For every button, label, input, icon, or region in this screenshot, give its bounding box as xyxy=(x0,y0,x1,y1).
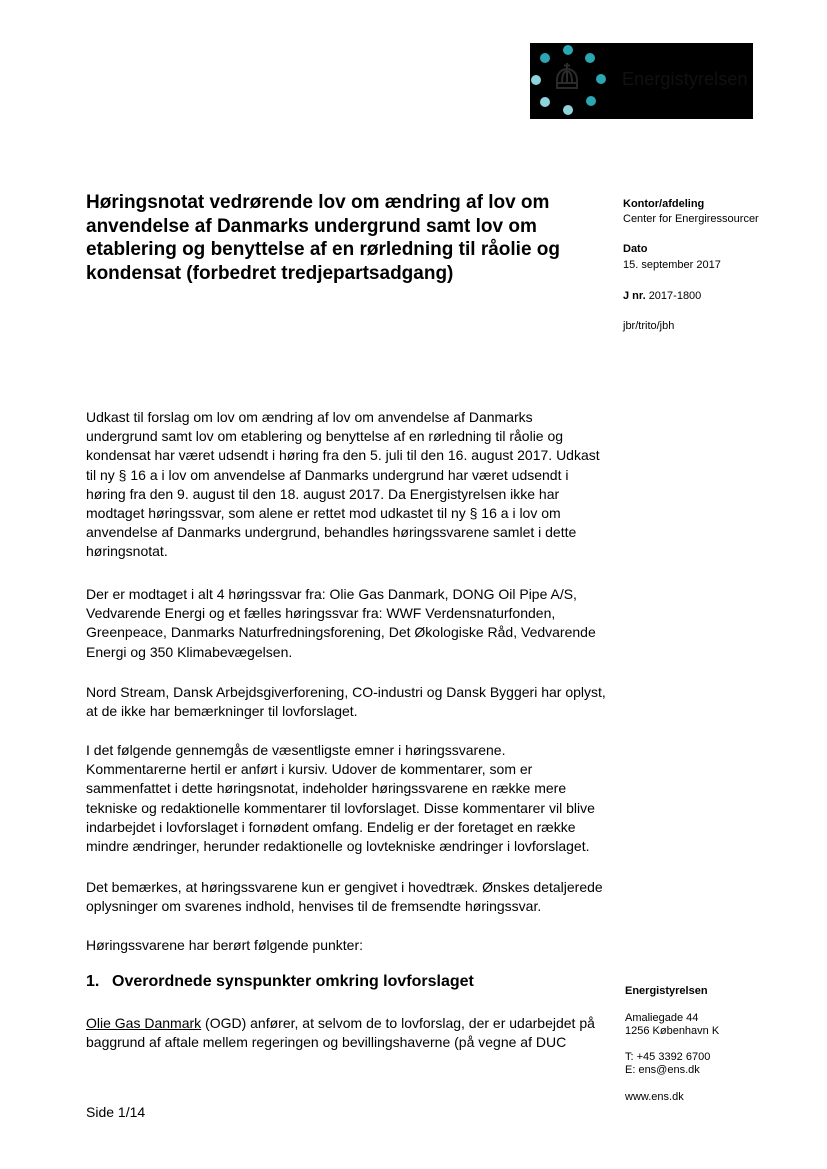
section-title: Overordnede synspunkter omkring lovforslaget xyxy=(112,973,474,990)
contact-org: Energistyrelsen xyxy=(625,985,708,997)
paragraph-respondents: Der er modtaget i alt 4 høringssvar fra: Olie Gas Danmark, DONG Oil Pipe A/S, Vedvarende Energi og et fælles høringssvar fra: WWF Verdensnaturfonden, Greenpeace, Danmarks Naturfredningsforening, Det Økologiske Råd, Vedvarende Energi og 350 Klimabevægelsen. xyxy=(86,586,596,660)
office-label: Kontor/afdeling xyxy=(623,198,705,210)
logo-dot xyxy=(563,105,573,115)
energistyrelsen-logo xyxy=(530,43,753,119)
document-title: Høringsnotat vedrørende lov om ændring af lov om anvendelse af Danmarks undergrund samt lov om etablering og benyttelse af en rørledning til råolie og kondensat (forbedret tredjepartsadgang) xyxy=(86,192,561,284)
contact-phone: T: +45 3392 6700 xyxy=(625,1051,711,1063)
logo-dot xyxy=(563,45,573,55)
date-label: Dato xyxy=(623,243,648,255)
jnr-label: J nr. xyxy=(623,290,646,302)
paragraph-topics: Høringssvarene har berørt følgende punkter: xyxy=(86,937,364,953)
logo-dot xyxy=(531,75,541,85)
logo-dot xyxy=(585,53,595,63)
contact-web: www.ens.dk xyxy=(625,1091,684,1103)
crown-icon xyxy=(553,61,581,93)
initials: jbr/trito/jbh xyxy=(623,320,675,332)
ogd-text: (OGD) anfører, at selvom de to lovforslag, der er udarbejdet på baggrund af aftale mellem regeringen og bevillingshaverne (på vegne af DUC xyxy=(86,1015,595,1051)
paragraph-no-remarks: Nord Stream, Dansk Arbejdsgiverforening, CO-industri og Dansk Byggeri har oplyst, at de ikke har bemærkninger til lovforslaget. xyxy=(86,684,606,720)
jnr-value: 2017-1800 xyxy=(648,290,702,302)
paragraph-ogd xyxy=(86,1014,606,1052)
logo-wordmark: Energistyrelsen xyxy=(622,69,748,89)
logo-dot xyxy=(596,74,606,84)
logo-dot xyxy=(586,96,596,106)
ogd-name: Olie Gas Danmark xyxy=(86,1015,202,1031)
contact-city: 1256 København K xyxy=(625,1025,720,1037)
logo-dot xyxy=(540,53,550,63)
date-value: 15. september 2017 xyxy=(623,259,721,271)
paragraph-note: Det bemærkes, at høringssvarene kun er gengivet i hovedtræk. Ønskes detaljerede oplysninger om svarenes indhold, henvises til de fremsendte høringssvar. xyxy=(86,879,603,915)
contact-street: Amaliegade 44 xyxy=(625,1012,699,1024)
office-value: Center for Energiressourcer xyxy=(623,213,759,225)
journal-number xyxy=(623,289,701,303)
paragraph-intro: Udkast til forslag om lov om ændring af lov om anvendelse af Danmarks undergrund samt lov om etablering og benyttelse af en rørledning til råolie og kondensat har været udsendt i høring fra den 5. juli til den 16. august 2017. Udkast til ny § 16 a i lov om anvendelse af Danmarks undergrund har været udsendt i høring fra den 9. august til den 18. august 2017. Da Energistyrelsen ikke har modtaget høringssvar, som alene er rettet mod udkastet til ny § 16 a i lov om anvendelse af Danmarks undergrund, behandles høringssvarene samlet i dette høringsnotat. xyxy=(86,409,600,560)
contact-email: E: ens@ens.dk xyxy=(625,1064,700,1076)
paragraph-overview: I det følgende gennemgås de væsentligste emner i høringssvarene. Kommentarerne hertil er anført i kursiv. Udover de kommentarer, som er sammenfattet i dette høringsnotat, indeholder høringssvarene en række mere tekniske og redaktionelle kommentarer til lovforslaget. Disse kommentarer vil blive indarbejdet i lovforslaget i fornødent omfang. Endelig er der foretaget en række mindre ændringer, herunder redaktionelle og lovtekniske ændringer i lovforslaget. xyxy=(86,742,595,855)
logo-dot xyxy=(540,97,550,107)
page-number: Side 1/14 xyxy=(86,1104,146,1120)
section-number: 1. xyxy=(86,973,100,990)
section-heading-1 xyxy=(86,972,474,992)
